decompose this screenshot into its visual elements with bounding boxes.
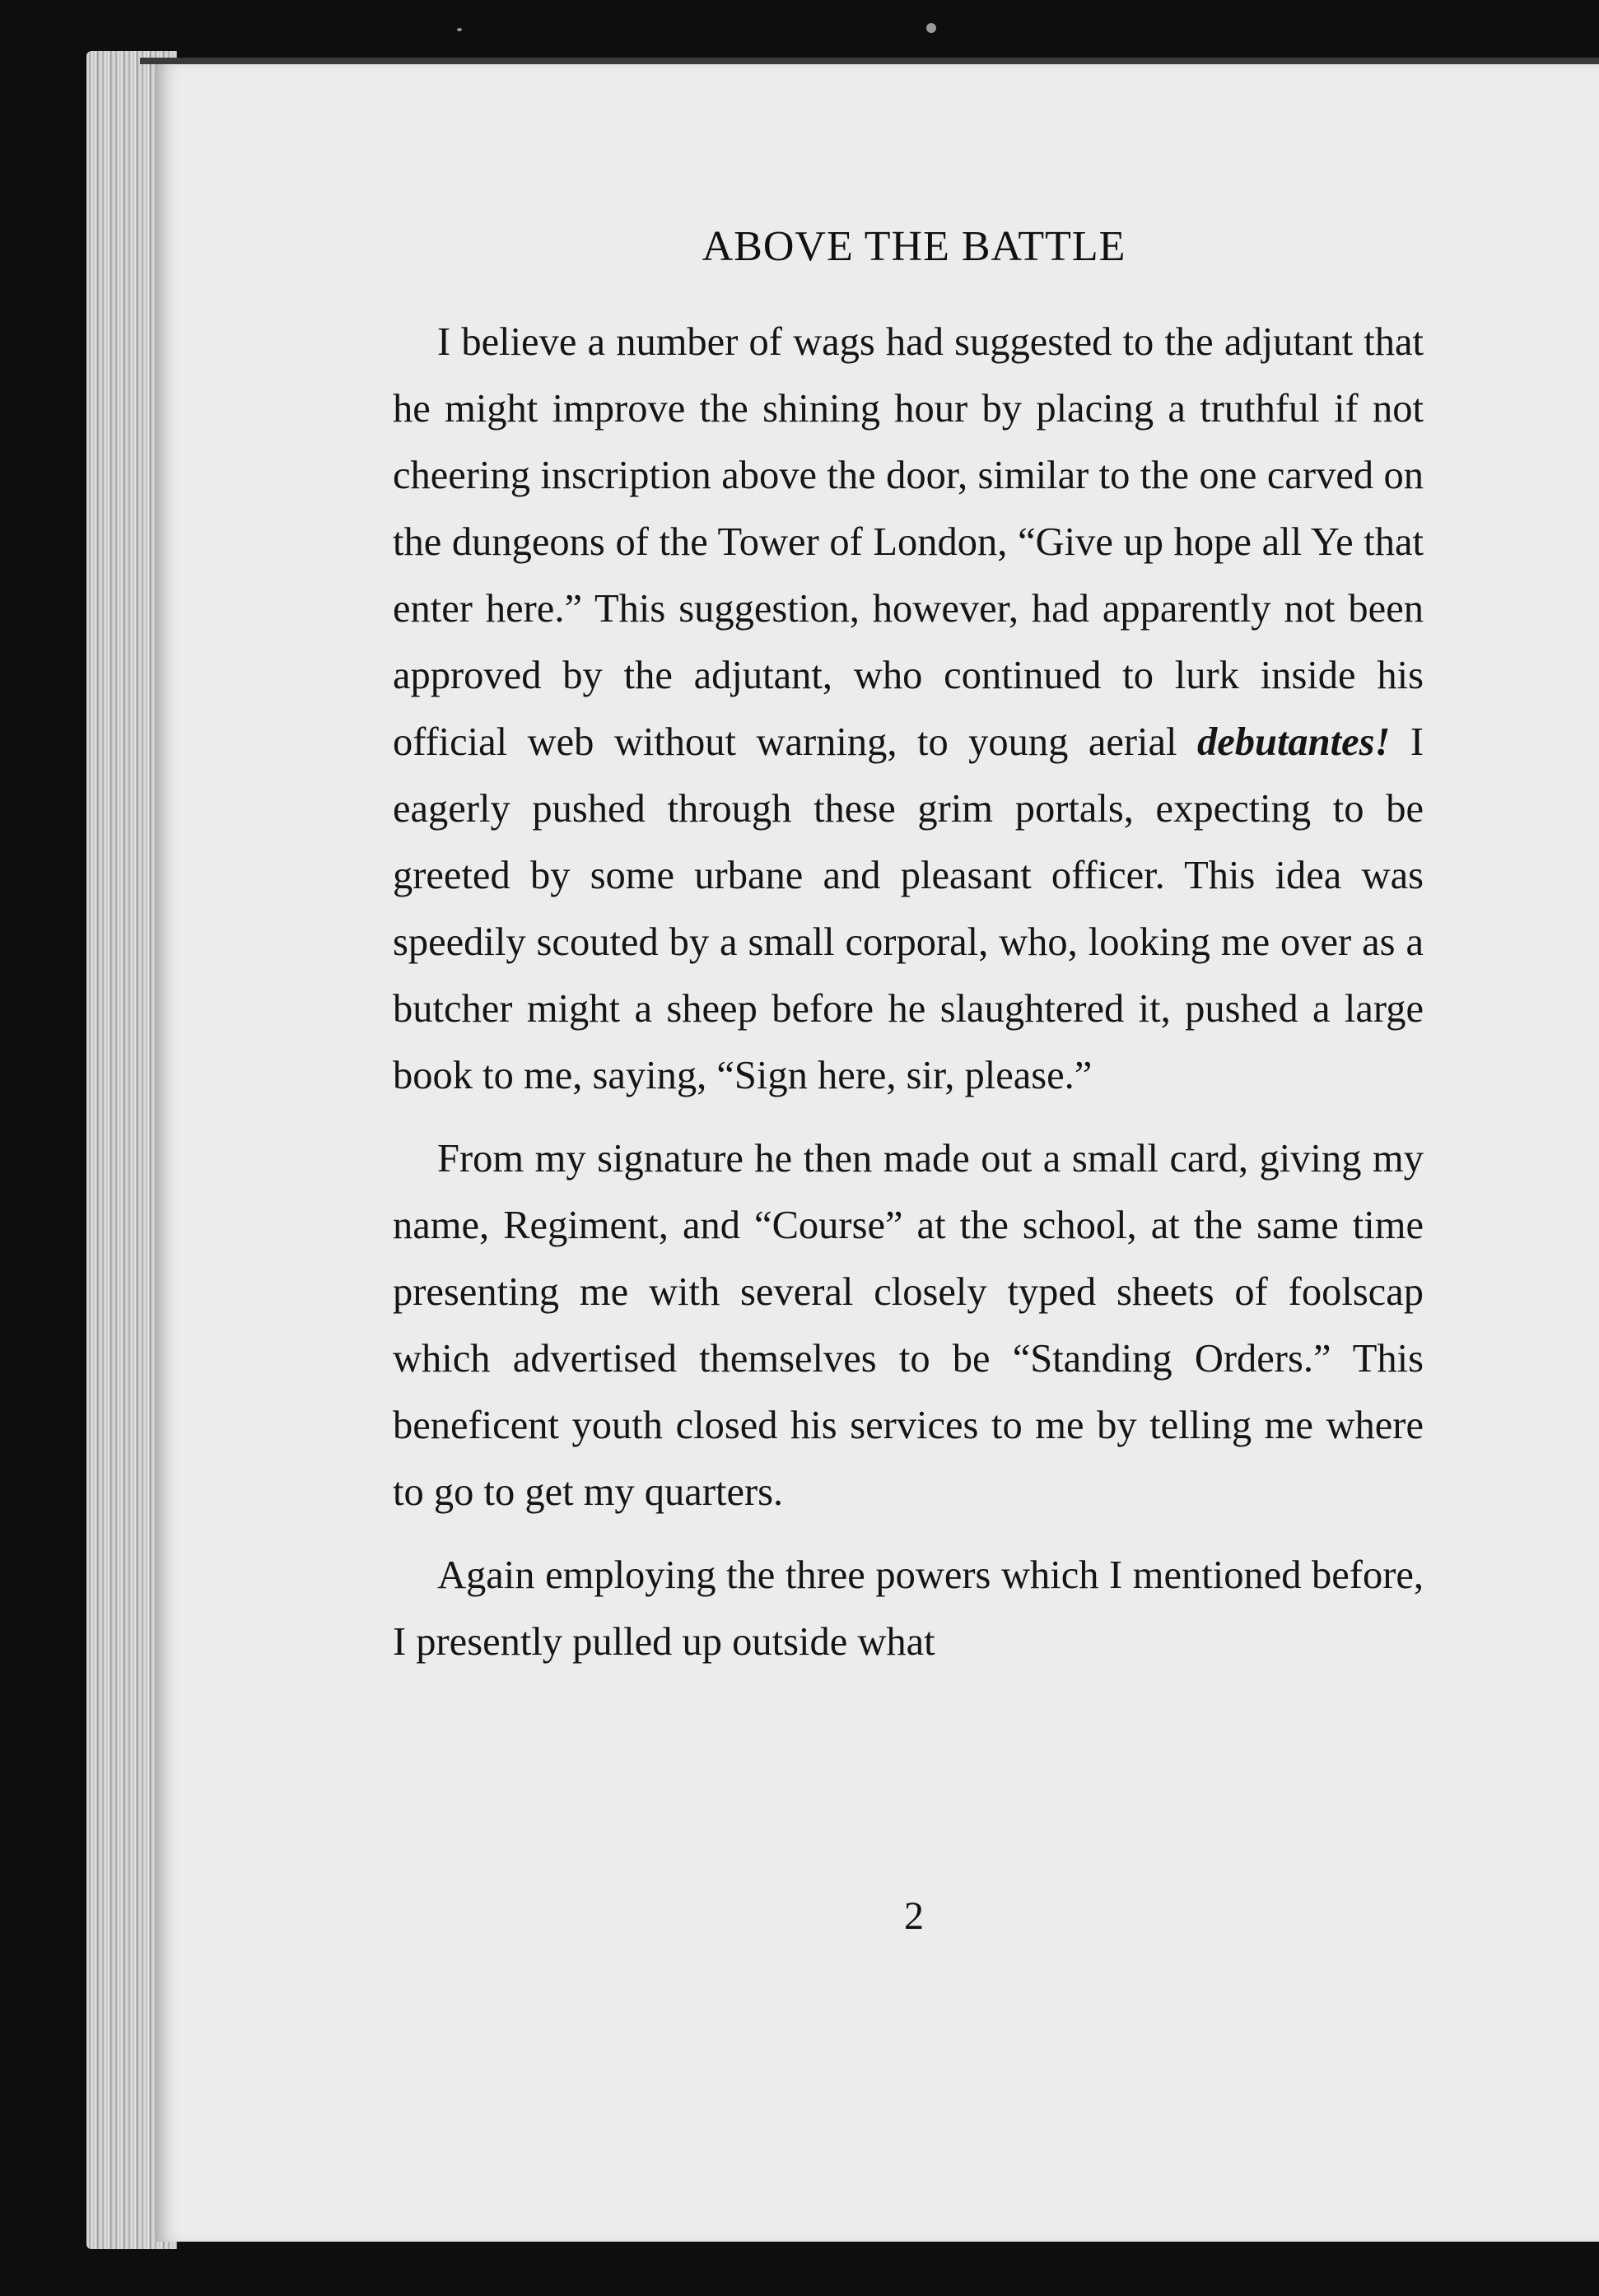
paragraph-1-after: I eagerly pushed through these grim portals, expecting to be greeted by some urbane and pleasant officer. This idea was speedily scouted by a small corporal, who, looking me over as a butcher might a sheep before he slaughtered it, pushed a large book to me, saying, “Sign here, sir, please.”: [393, 720, 1424, 1097]
paragraph-1: [393, 309, 1424, 1109]
top-edge-shadow: [140, 58, 1599, 64]
page-number: 2: [904, 1894, 924, 1938]
paragraph-3: Again employing the three powers which I mentioned before, I presently pulled up outside what: [393, 1553, 1424, 1664]
body-text: [393, 309, 1424, 1675]
running-head: ABOVE THE BATTLE: [702, 223, 1126, 270]
paragraph-1-before: I believe a number of wags had suggested to the adjutant that he might improve the shining hour by placing a truthful if not cheering inscription above the door, similar to the one carved on the dungeons of the Tower of London, “Give up hope all Ye that enter here.” This suggestion, however, had apparently not been approved by the adjutant, who continued to lurk inside his official web without warning, to young aerial: [393, 320, 1424, 764]
paragraph-2: From my signature he then made out a small card, giving my name, Regiment, and “Course” at the school, at the same time presenting me with several closely typed sheets of foolscap which advertised themselves to be “Standing Orders.” This beneficent youth closed his services to me by telling me where to go to get my quarters.: [393, 1137, 1424, 1514]
paragraph-1-emphasis: debutantes!: [1196, 720, 1391, 764]
